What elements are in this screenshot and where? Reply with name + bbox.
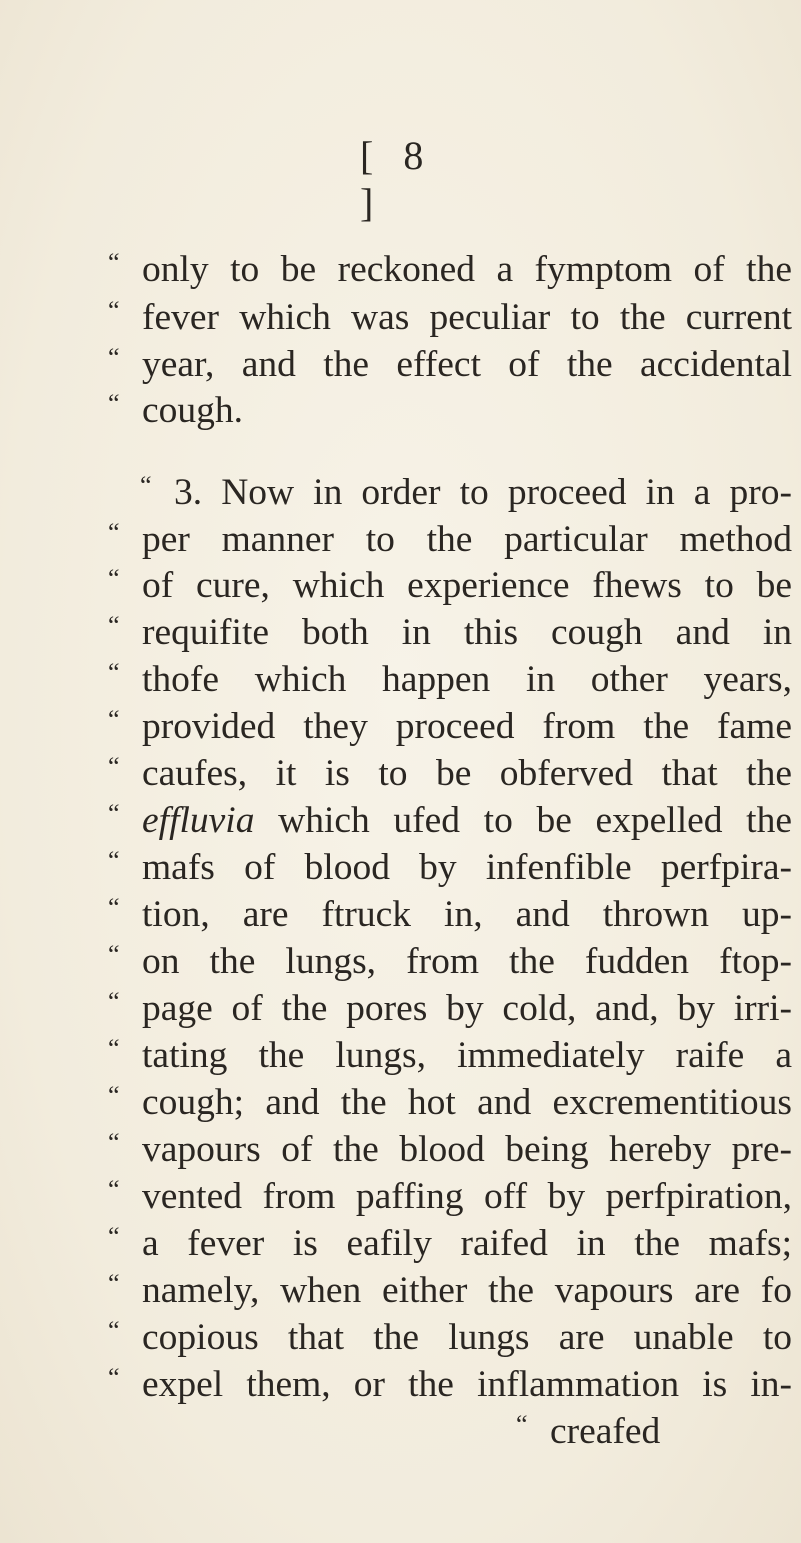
quote-mark: “ — [108, 658, 120, 687]
italic-term: effluvia — [142, 800, 255, 841]
quote-mark: “ — [108, 893, 120, 922]
line-text: cough. — [142, 390, 244, 431]
text-line — [108, 846, 794, 890]
quote-mark: “ — [108, 1081, 120, 1110]
text-line — [108, 987, 794, 1031]
quote-mark: “ — [108, 1269, 120, 1298]
quote-mark: “ — [516, 1410, 528, 1439]
line-text: only to be reckoned a fymptom of the — [142, 249, 792, 290]
text-line — [108, 296, 794, 340]
text-line — [108, 248, 794, 292]
quote-mark: “ — [140, 471, 152, 500]
quote-mark: “ — [108, 1316, 120, 1345]
text-line — [108, 705, 794, 749]
quote-mark: “ — [108, 343, 120, 372]
catchword — [516, 1410, 796, 1454]
quote-mark: “ — [108, 1128, 120, 1157]
text-line — [108, 1316, 794, 1360]
line-text: fever which was peculiar to the current — [142, 297, 792, 338]
line-text: of cure, which experience fhews to be — [142, 565, 792, 606]
text-line — [108, 1269, 794, 1313]
text-line — [108, 1034, 794, 1078]
quote-mark: “ — [108, 248, 120, 277]
line-text: thofe which happen in other years, — [142, 659, 792, 700]
line-text: vented from paffing off by perfpiration, — [142, 1176, 792, 1217]
line-text: provided they proceed from the fame — [142, 706, 792, 747]
text-line — [108, 389, 794, 433]
text-line — [108, 893, 794, 937]
text-line — [108, 1363, 794, 1407]
quote-mark: “ — [108, 518, 120, 547]
line-text: copious that the lungs are unable to — [142, 1317, 792, 1358]
text-line — [108, 611, 794, 655]
line-text: namely, when either the vapours are fo — [142, 1270, 792, 1311]
catchword-text: creafed — [550, 1411, 661, 1452]
quote-mark: “ — [108, 987, 120, 1016]
line-text: tion, are ftruck in, and thrown up- — [142, 894, 792, 935]
text-line — [140, 471, 794, 515]
text-line — [108, 1128, 794, 1172]
text-line — [108, 564, 794, 608]
quote-mark: “ — [108, 564, 120, 593]
line-text: requifite both in this cough and in — [142, 612, 792, 653]
quote-mark: “ — [108, 752, 120, 781]
quote-mark: “ — [108, 846, 120, 875]
line-text: a fever is eafily raifed in the mafs; — [142, 1223, 792, 1264]
line-text: mafs of blood by infenfible perfpira- — [142, 847, 792, 888]
text-line — [108, 518, 794, 562]
text-line — [108, 1222, 794, 1266]
quote-mark: “ — [108, 296, 120, 325]
quote-mark: “ — [108, 799, 120, 828]
line-text: on the lungs, from the fudden ftop- — [142, 941, 792, 982]
quote-mark: “ — [108, 389, 120, 418]
text-line — [108, 1081, 794, 1125]
line-text-rest: which ufed to be expelled the — [254, 800, 792, 841]
quote-mark: “ — [108, 611, 120, 640]
text-line — [108, 799, 794, 843]
page-number: [ 8 ] — [360, 133, 434, 225]
line-text: 3. Now in order to proceed in a pro- — [174, 472, 792, 513]
line-text: tating the lungs, immediately raife a — [142, 1035, 792, 1076]
line-text: vapours of the blood being hereby pre- — [142, 1129, 792, 1170]
line-text: caufes, it is to be obferved that the — [142, 753, 792, 794]
line-text: page of the pores by cold, and, by irri- — [142, 988, 792, 1029]
quote-mark: “ — [108, 940, 120, 969]
quote-mark: “ — [108, 705, 120, 734]
quote-mark: “ — [108, 1222, 120, 1251]
line-text: cough; and the hot and excrementitious — [142, 1082, 792, 1123]
text-line — [108, 343, 794, 387]
line-text: expel them, or the inflammation is in- — [142, 1364, 792, 1405]
quote-mark: “ — [108, 1363, 120, 1392]
line-text: per manner to the particular method — [142, 519, 792, 560]
text-line — [108, 940, 794, 984]
line-text — [142, 799, 792, 843]
text-line — [108, 1175, 794, 1219]
line-text: year, and the effect of the accidental — [142, 344, 792, 385]
quote-mark: “ — [108, 1175, 120, 1204]
text-line — [108, 658, 794, 702]
quote-mark: “ — [108, 1034, 120, 1063]
text-line — [108, 752, 794, 796]
